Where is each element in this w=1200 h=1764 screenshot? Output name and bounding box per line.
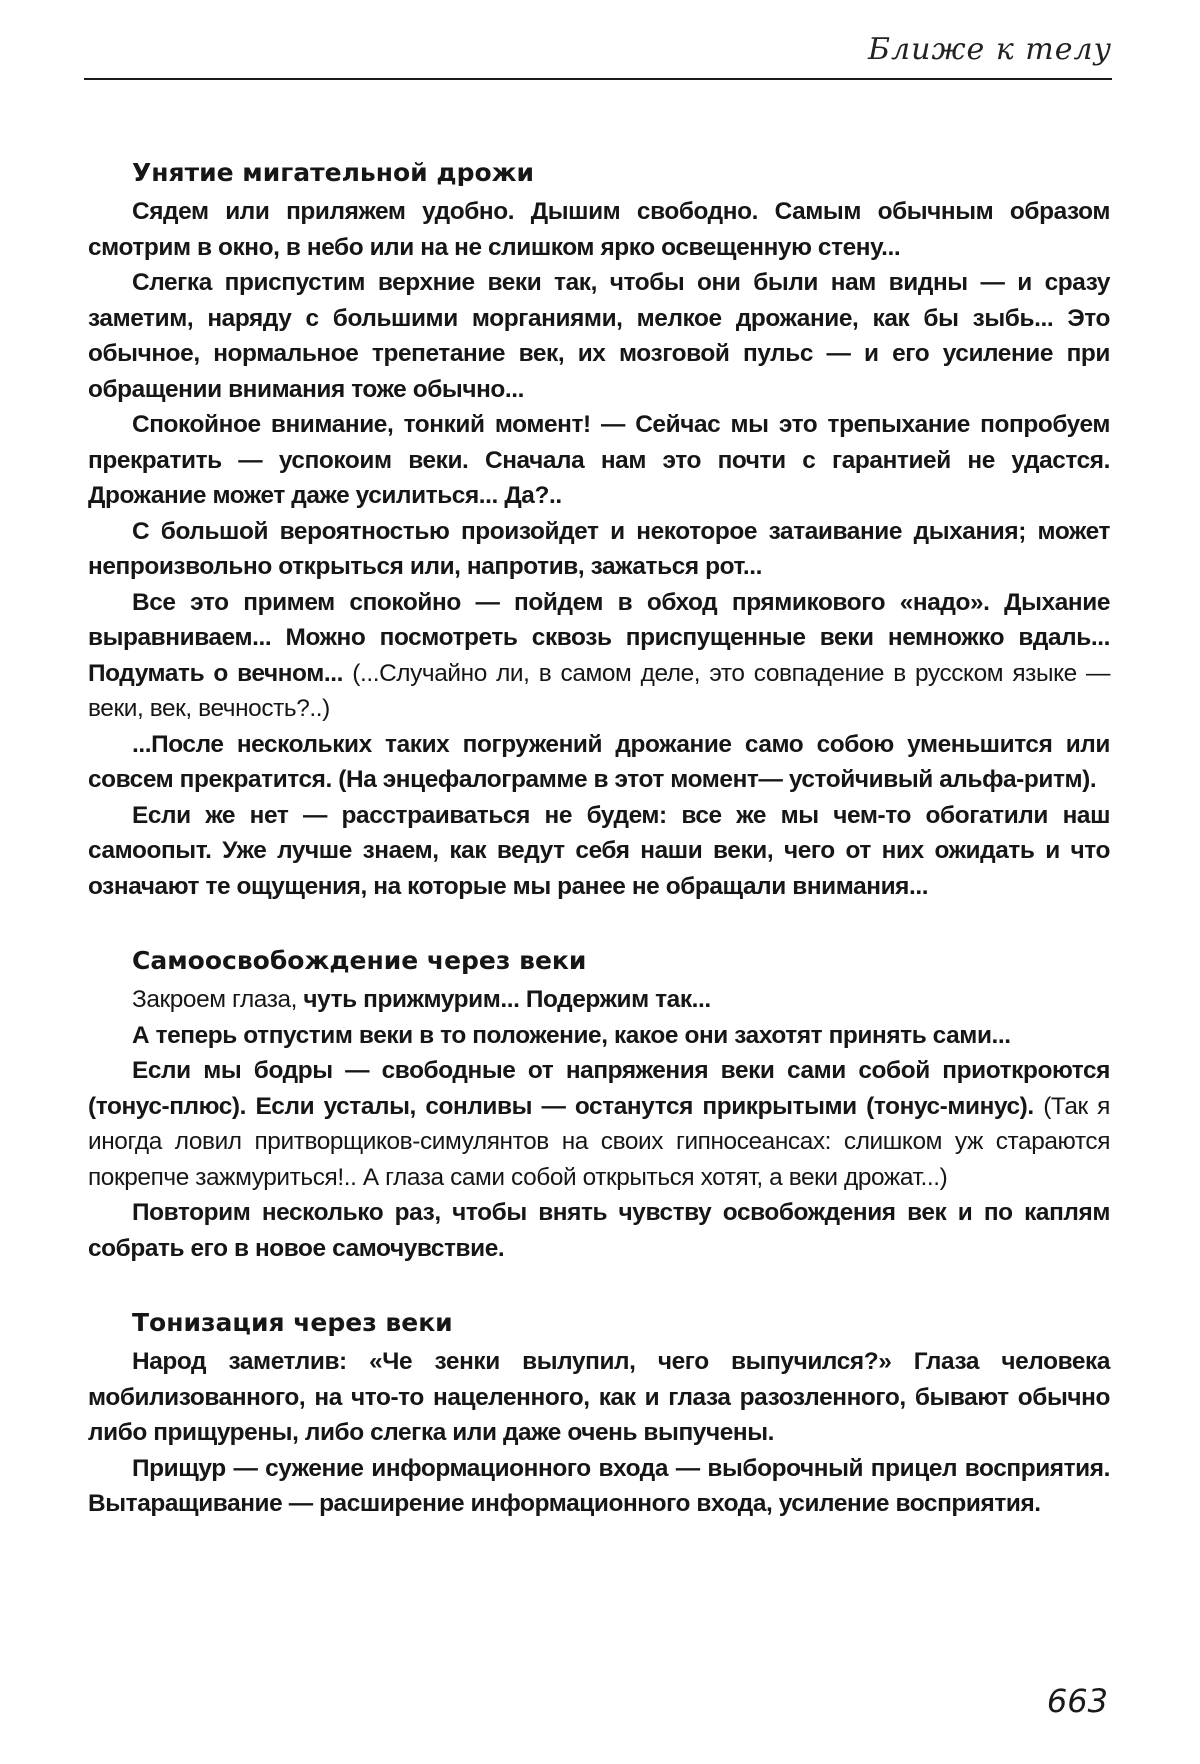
section-heading: Тонизация через веки	[132, 1308, 453, 1337]
paragraph: С большой вероятностью произойдет и некоторое затаивание дыхания; может непроизвольно открыться или, напротив, зажаться рот...	[88, 517, 1110, 580]
page-number: 663	[1046, 1682, 1108, 1720]
running-title: Ближе к телу	[867, 32, 1112, 67]
paragraph: Слегка приспустим верхние веки так, чтобы они были нам видны — и сразу заметим, наряду с большими морганиями, мелкое дрожание, как бы зыбь... Это обычное, нормальное трепетание век, их мозговой пульс — и его усиление при обращении внимания тоже обычно...	[88, 269, 1110, 403]
section-heading: Унятие мигательной дрожи	[132, 158, 535, 187]
paragraph: Закроем глаза, чуть прижмурим... Подержим так...	[132, 986, 711, 1013]
aside-text: Закроем глаза,	[132, 986, 304, 1013]
paragraph: Народ заметлив: «Че зенки вылупил, чего выпучился?» Глаза человека мобилизованного, на что-то нацеленного, как и глаза разозленного, бывают обычно либо прищурены, либо слегка или даже очень выпучены.	[88, 1348, 1110, 1446]
paragraph: Если же нет — расстраиваться не будем: все же мы чем-то обогатили наш самоопыт. Уже лучше знаем, как ведут себя наши веки, чего от них ожидать и что означают те ощущения, на которые мы ранее не обращали внимания...	[88, 801, 1110, 900]
page-body	[88, 156, 1110, 1562]
paragraph: Спокойное внимание, тонкий момент! — Сейчас мы это трепыхание попробуем прекратить — успокоим веки. Сначала нам это почти с гарантией не удастся. Дрожание может даже усилиться... Да?..	[88, 411, 1110, 509]
section-toning	[88, 1306, 1110, 1522]
paragraph: ...После нескольких таких погружений дрожание само собою уменьшится или совсем прекратится. (На энцефалограмме в этот момент— устойчивый альфа-ритм).	[88, 730, 1110, 793]
paragraph: А теперь отпустим веки в то положение, какое они захотят принять сами...	[132, 1021, 1011, 1049]
paragraph: Все это примем спокойно — пойдем в обход прямикового «надо». Дыхание выравниваем... Можно посмотреть сквозь приспущенные веки немножко вдаль... Подумать о вечном... (...Случайно ли, в самом деле, это совпадение в русском языке — веки, век, вечность?..)	[88, 588, 1111, 722]
paragraph: Прищур — сужение информационного входа — выборочный прицел восприятия. Вытаращивание — расширение информационного входа, усиление восприятия.	[88, 1454, 1110, 1517]
page-header	[84, 30, 1112, 80]
paragraph: Повторим несколько раз, чтобы внять чувству освобождения век и по каплям собрать его в новое самочувствие.	[88, 1199, 1110, 1262]
section-blink-tremor	[88, 156, 1110, 904]
paragraph: Если мы бодры — свободные от напряжения веки сами собой приоткроются (тонус-плюс). Если усталы, сонливы — останутся прикрытыми (тонус-минус). (Так я иногда ловил притворщиков-симулянтов на своих гипносеансах: слишком уж стараются покрепче зажмуриться!.. А глаза сами собой открыться хотят, а веки дрожат...)	[88, 1057, 1110, 1191]
section-heading: Самоосвобождение через веки	[132, 946, 587, 975]
aside-text: (Так я иногда ловил притворщиков-симулянтов на своих гипносеансах: слишком уж стараются покрепче зажмуриться!.. А глаза сами собой открыться хотят, а веки дрожат...)	[88, 1092, 1110, 1191]
aside-text: (...Случайно ли, в самом деле, это совпадение в русском языке — веки, век, вечность?..)	[88, 659, 1111, 722]
paragraph: Сядем или приляжем удобно. Дышим свободно. Самым обычным образом смотрим в окно, в небо или на не слишком ярко освещенную стену...	[88, 198, 1110, 261]
section-self-release	[88, 944, 1110, 1266]
